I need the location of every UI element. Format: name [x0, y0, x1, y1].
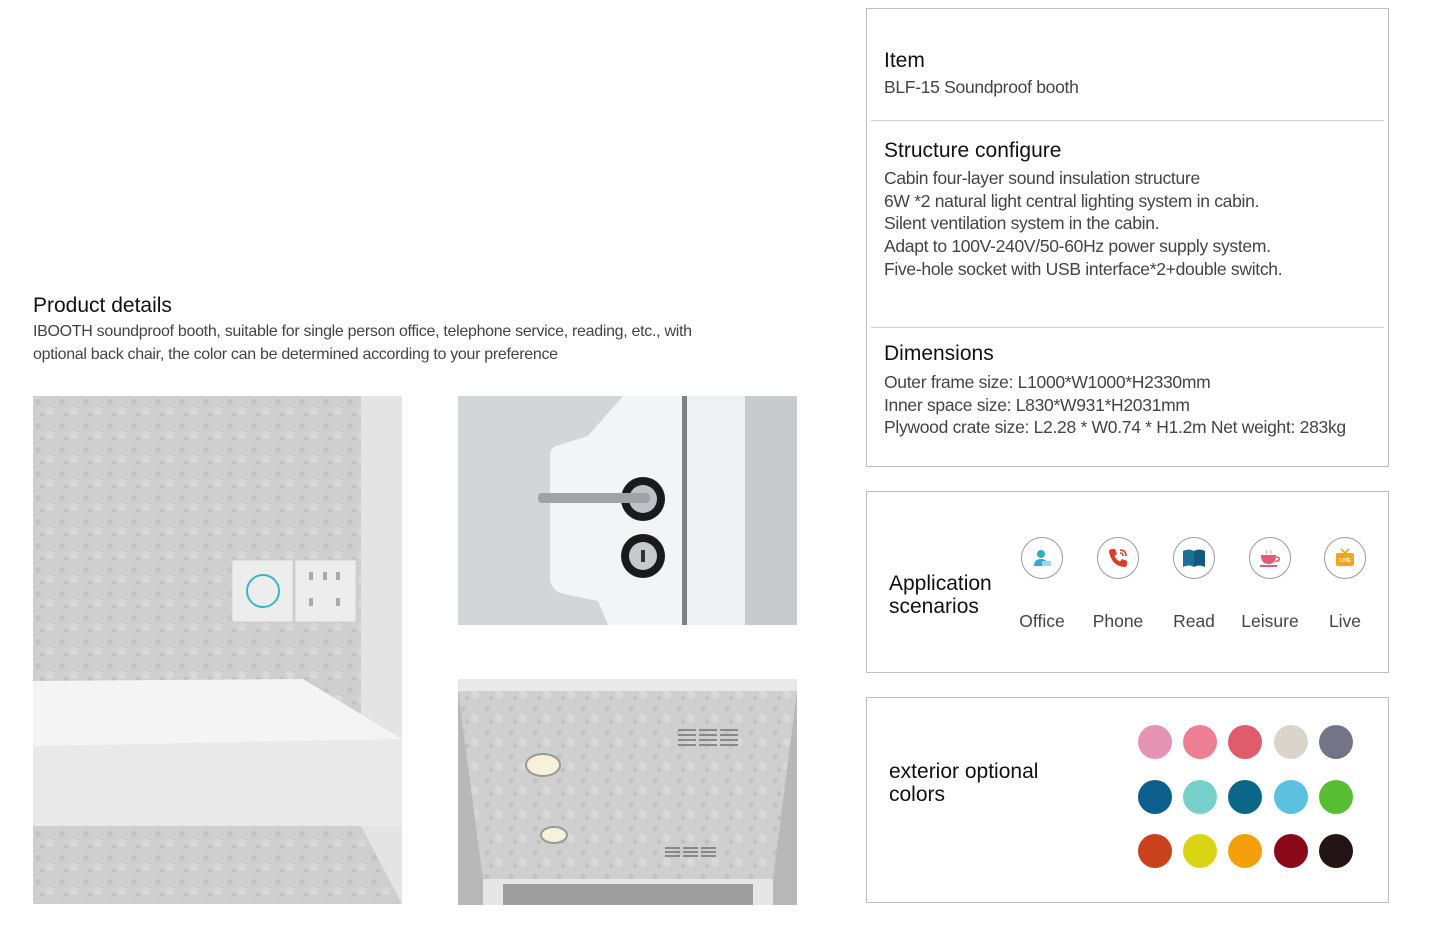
spec-panel [866, 8, 1389, 467]
structure-line: 6W *2 natural light central lighting system in cabin. [884, 190, 1260, 211]
product-description-line: optional back chair, the color can be determined according to your preference [33, 345, 558, 363]
color-swatch[interactable] [1319, 725, 1353, 759]
color-swatch[interactable] [1228, 725, 1262, 759]
color-swatch[interactable] [1138, 834, 1172, 868]
scenario-label: Live [1328, 611, 1362, 631]
live-tv-icon [1324, 537, 1366, 579]
svg-text:LIVE: LIVE [1339, 558, 1351, 564]
scenarios-title [889, 572, 992, 618]
ceiling-photo [458, 679, 797, 905]
colors-panel [866, 697, 1389, 903]
color-swatch[interactable] [1319, 834, 1353, 868]
dimensions-title: Dimensions [884, 342, 994, 365]
color-swatch[interactable] [1138, 780, 1172, 814]
scenarios-title-line: scenarios [889, 595, 979, 618]
socket-desk-photo [33, 396, 402, 904]
scenario-label: Phone [1092, 611, 1144, 631]
scenario-read [1159, 537, 1229, 631]
color-swatch[interactable] [1228, 834, 1262, 868]
color-swatch[interactable] [1183, 834, 1217, 868]
color-swatch[interactable] [1138, 725, 1172, 759]
divider [871, 120, 1384, 121]
colors-title-line: colors [889, 783, 946, 806]
book-icon [1173, 537, 1215, 579]
color-swatch[interactable] [1319, 780, 1353, 814]
color-swatch[interactable] [1274, 780, 1308, 814]
product-description-line: IBOOTH soundproof booth, suitable for single person office, telephone service, reading, etc., with [33, 323, 692, 340]
product-description [33, 321, 723, 366]
product-details-title: Product details [33, 294, 172, 317]
dimensions-list [884, 371, 1346, 439]
scenarios-panel [866, 491, 1389, 673]
phone-icon [1097, 537, 1139, 579]
scenario-live [1310, 537, 1380, 631]
scenarios-title-line: Application [889, 572, 992, 595]
scenario-office [1007, 537, 1077, 631]
scenario-label: Leisure [1241, 611, 1299, 631]
color-swatch[interactable] [1228, 780, 1262, 814]
structure-title: Structure configure [884, 139, 1062, 162]
divider [871, 327, 1384, 328]
dimension-line: Inner space size: L830*W931*H2031mm [884, 394, 1190, 415]
color-swatch[interactable] [1274, 834, 1308, 868]
color-swatch[interactable] [1183, 780, 1217, 814]
item-title: Item [884, 49, 925, 72]
item-value [884, 76, 1079, 99]
scenario-label: Office [1019, 611, 1065, 631]
scenario-phone [1083, 537, 1153, 631]
color-swatch[interactable] [1274, 725, 1308, 759]
structure-line: Silent ventilation system in the cabin. [884, 213, 1160, 234]
structure-list [884, 167, 1282, 281]
scenario-label: Read [1173, 611, 1215, 631]
scenario-leisure [1235, 537, 1305, 631]
office-icon [1021, 537, 1063, 579]
colors-title-line: exterior optional [889, 760, 1039, 783]
dimension-line: Plywood crate size: L2.28 * W0.74 * H1.2m Net weight: 283kg [884, 417, 1346, 438]
structure-line: Adapt to 100V-240V/50-60Hz power supply system. [884, 236, 1271, 257]
structure-line: Cabin four-layer sound insulation structure [884, 168, 1200, 188]
item-value-text: BLF-15 Soundproof booth [884, 77, 1079, 97]
door-handle-photo [458, 396, 797, 625]
dimension-line: Outer frame size: L1000*W1000*H2330mm [884, 372, 1211, 392]
colors-title [889, 760, 1038, 806]
cup-icon [1249, 537, 1291, 579]
color-swatch[interactable] [1183, 725, 1217, 759]
structure-line: Five-hole socket with USB interface*2+double switch. [884, 258, 1283, 279]
